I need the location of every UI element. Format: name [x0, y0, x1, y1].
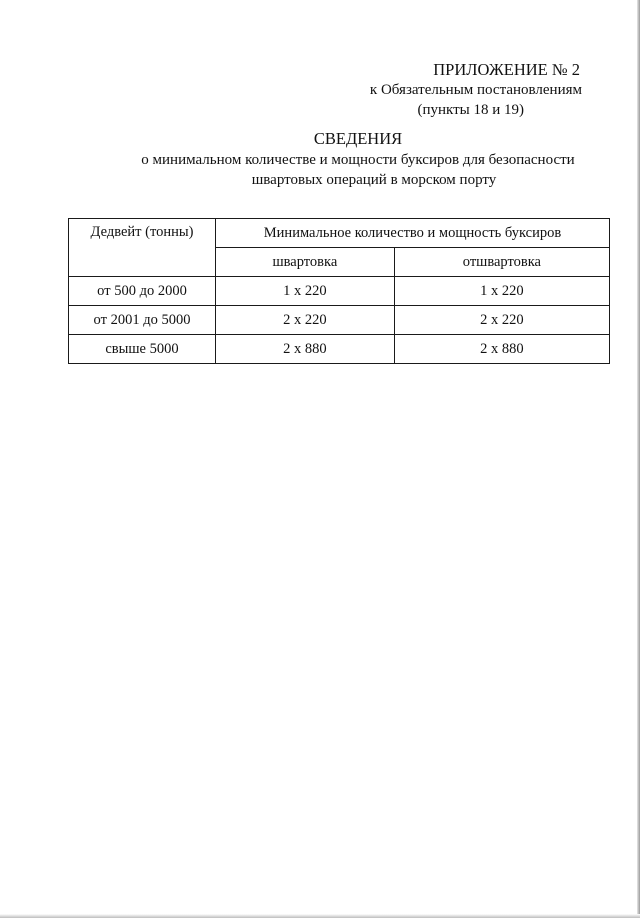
header-deadweight: Дедвейт (тонны): [69, 219, 216, 277]
table-row: [69, 277, 610, 306]
scan-bottom-edge: [0, 914, 640, 918]
cell-unmooring: 2 х 880: [394, 335, 609, 364]
cell-deadweight: от 2001 до 5000: [69, 306, 216, 335]
tugboat-requirements-table: [68, 218, 610, 364]
appendix-header: [370, 60, 582, 120]
appendix-clauses: (пункты 18 и 19): [417, 102, 524, 118]
cell-unmooring: 1 х 220: [394, 277, 609, 306]
cell-mooring: 2 х 220: [216, 306, 395, 335]
cell-unmooring: 2 х 220: [394, 306, 609, 335]
cell-deadweight: от 500 до 2000: [69, 277, 216, 306]
header-min-tugboats: Минимальное количество и мощность буксиров: [216, 219, 610, 248]
document-subtitle-line1: о минимальном количестве и мощности буксиров для безопасности: [141, 152, 575, 168]
cell-mooring: 1 х 220: [216, 277, 395, 306]
table-row: [69, 335, 610, 364]
header-unmooring: отшвартовка: [394, 248, 609, 277]
table-row: [69, 306, 610, 335]
cell-deadweight: свыше 5000: [69, 335, 216, 364]
document-heading: [0, 129, 640, 190]
table-header-row: [69, 219, 610, 248]
document-subtitle-line2: швартовых операций в морском порту: [251, 172, 497, 188]
document-title: СВЕДЕНИЯ: [313, 129, 403, 148]
cell-mooring: 2 х 880: [216, 335, 395, 364]
header-mooring: швартовка: [216, 248, 395, 277]
appendix-reference: к Обязательным постановлениям: [369, 82, 582, 98]
appendix-number: ПРИЛОЖЕНИЕ № 2: [433, 60, 580, 79]
